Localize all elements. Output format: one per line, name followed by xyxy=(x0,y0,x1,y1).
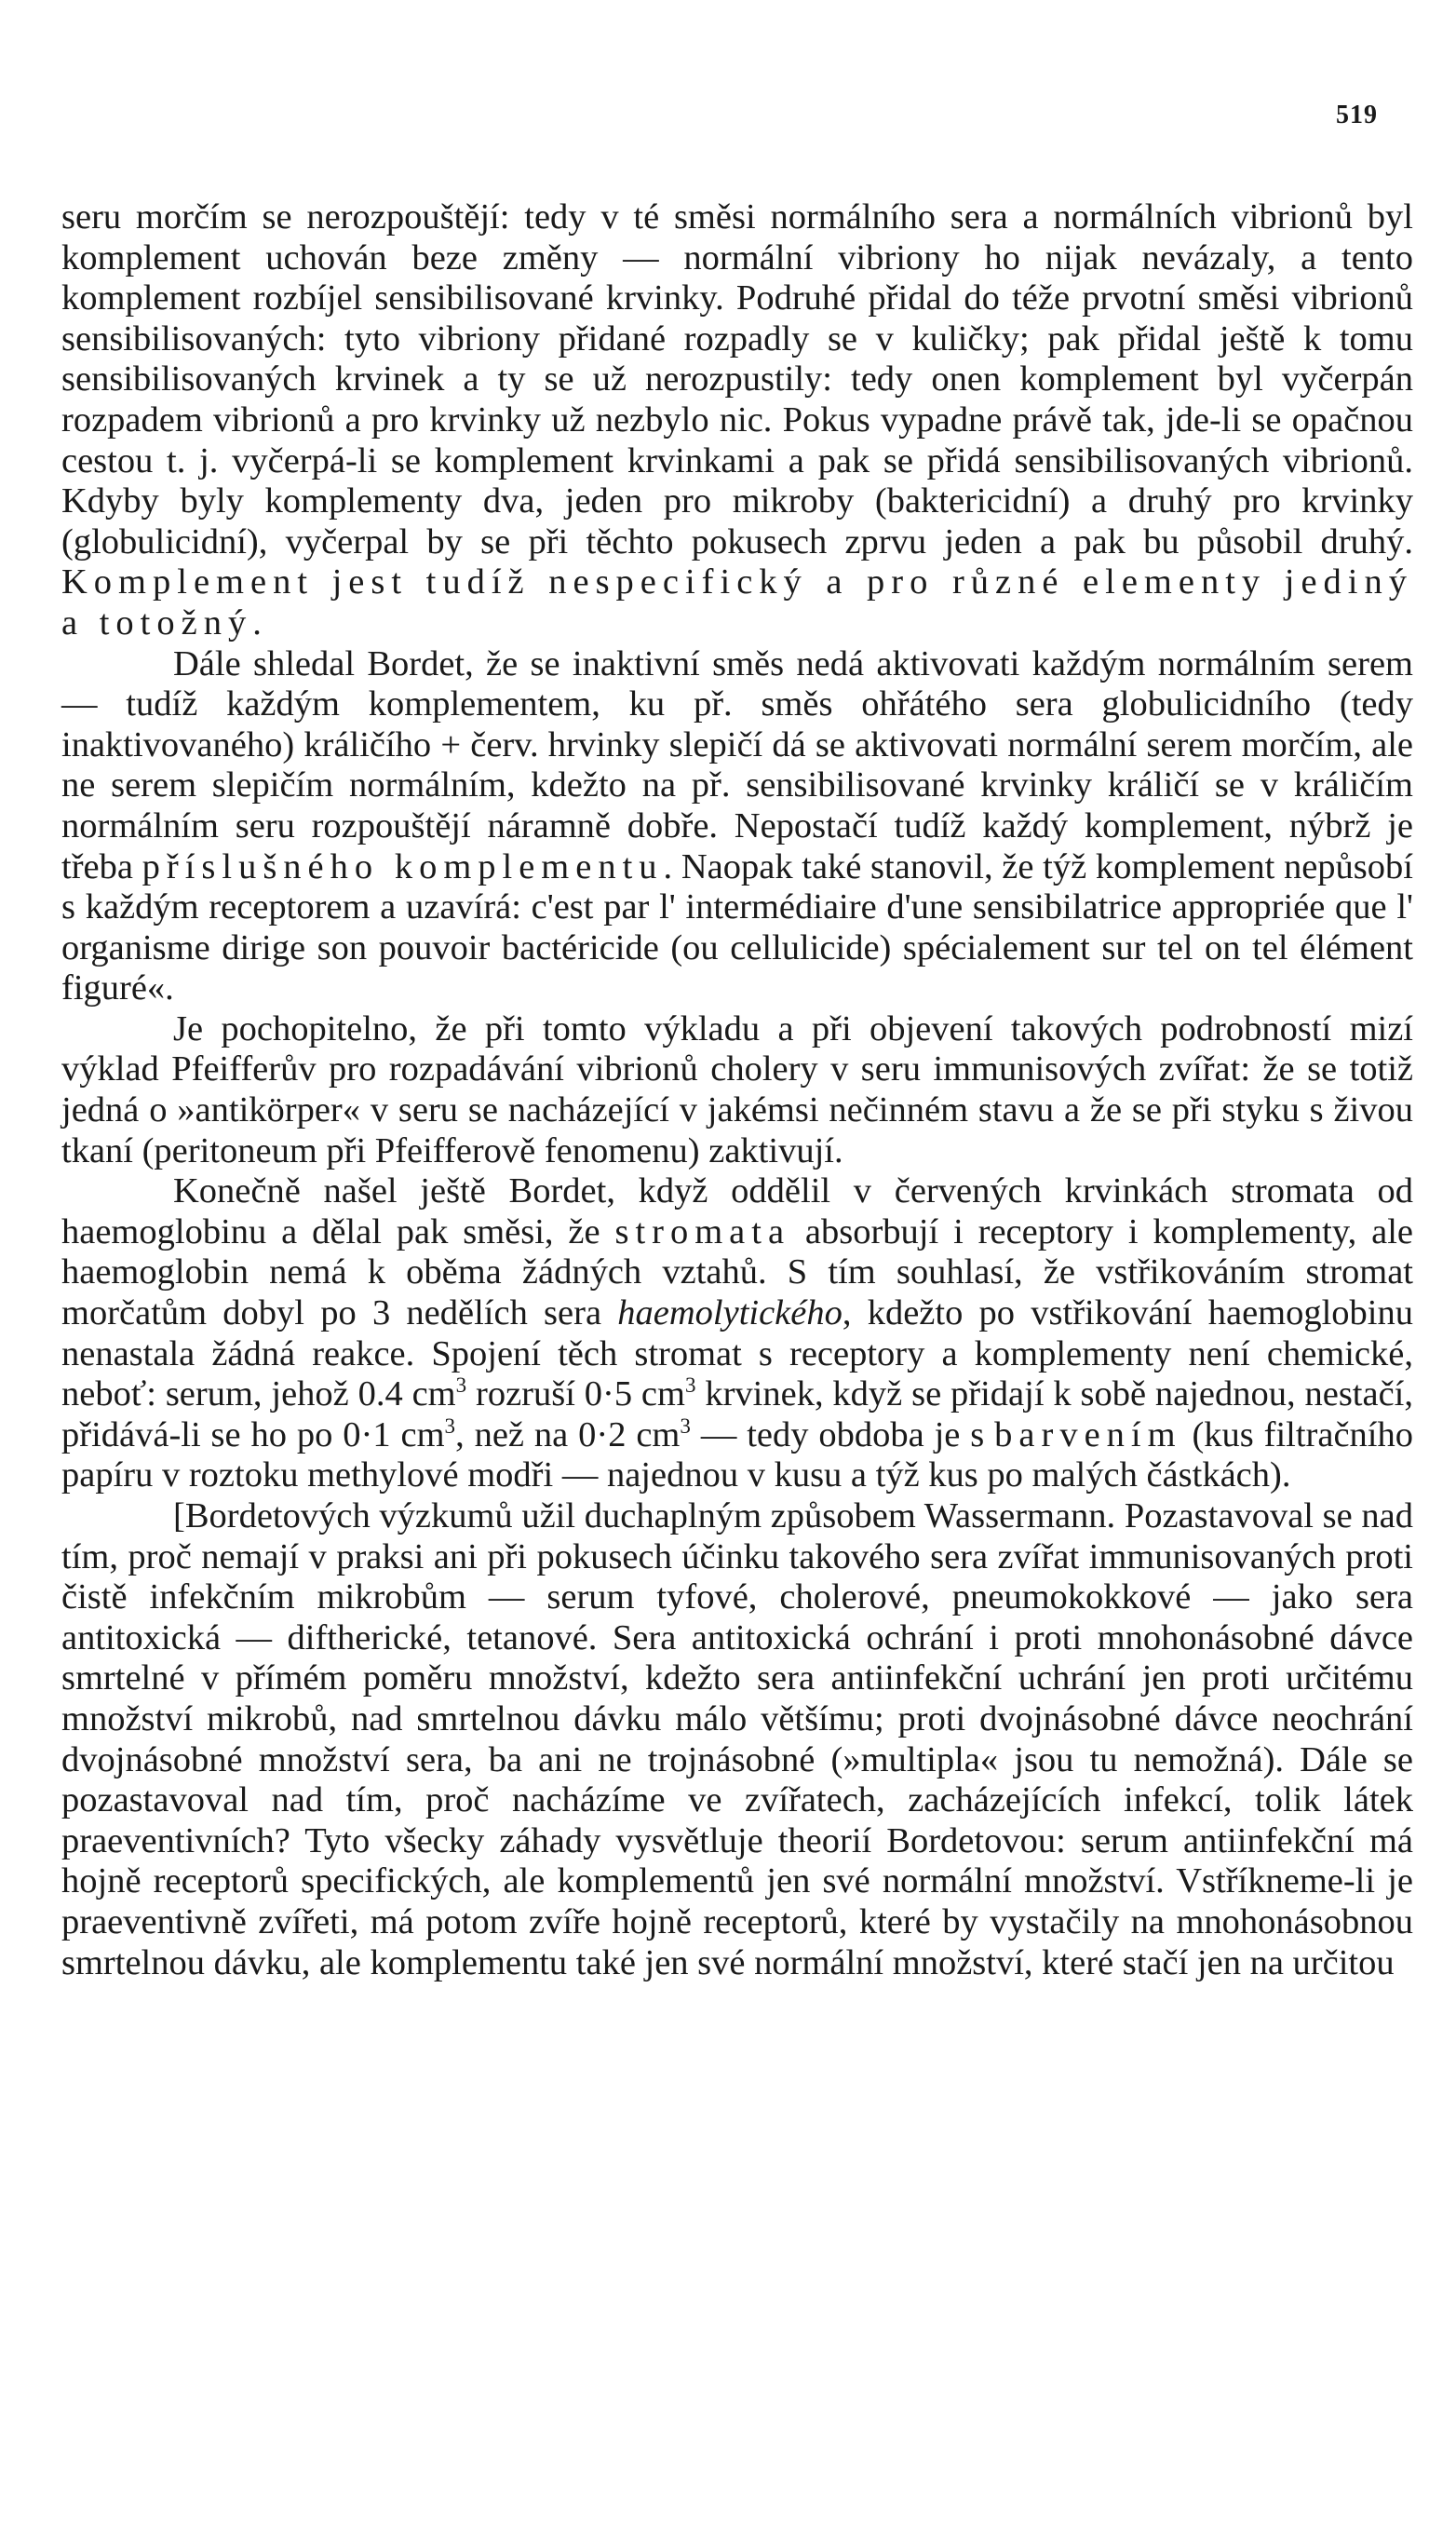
paragraph-1-text: seru morčím se nerozpouštějí: tedy v té směsi normálního sera a normálních vibrionů byl komplement uchován beze změny — normální vibriony ho nijak nevázaly, a tento komplement rozbíjel sensibilisované krvinky. Podruhé přidal do téže prvotní směsi vibrionů sensibilisovaných: tyto vibriony přidané rozpadly se v kuličky; pak přidal ještě k tomu sensibilisovaných krvinek a ty se už nerozpustily: tedy onen komplement byl vyčerpán rozpadem vibrionů a pro krvinky už nezbylo nic. Pokus vypadne právě tak, jde-li se opačnou cestou t. j. vyčerpá-li se komplement krvinkami a pak se přidá sensibilisovaných vibrionů. Kdyby byly komplementy dva, jeden pro mikroby (baktericidní) a druhý pro krvinky (globulicidní), vyčerpal by se při těchto pokusech zprvu jeden a pak bu působil druhý. xyxy=(61,197,1413,561)
superscript: 3 xyxy=(455,1373,467,1398)
paragraph-4 xyxy=(61,1171,1413,1496)
page-number: 519 xyxy=(1336,101,1378,129)
italic-emphasis: haemolytického xyxy=(617,1293,843,1333)
paragraph-4-text: — tedy obdoba je s xyxy=(690,1414,995,1454)
paragraph-2-text: Dále shledal Bordet, že se inaktivní směs nedá aktivovati každým normálním serem — tudíž každým komplementem, ku př. směs ohřátého sera globulicidního (tedy inaktivovaného) králičího + červ. hrvinky slepičí dá se aktivovati normální serem morčím, ale ne serem slepičím normálním, kdežto na př. sensibilisované krvinky králičí se v králičím normálním seru rozpouštějí náramně dobře. Nepostačí tudíž každý komplement, nýbrž je třeba xyxy=(61,643,1413,886)
paragraph-2 xyxy=(61,644,1413,1009)
spaced-emphasis: příslušného komplementu xyxy=(142,846,664,886)
paragraph-5: [Bordetových výzkumů užil duchaplným způsobem Wassermann. Pozastavoval se nad tím, proč nemají v praksi ani při pokusech účinku takového sera zvířat immunisovaných proti čistě infekčním mikrobům — serum tyfové, cholerové, pneumokokkové — jako sera antitoxická — diftherické, tetanové. Sera antitoxická ochrání i proti mnohonásobné dávce smrtelné v přímém poměru množství, kdežto sera antiinfekční uchrání jen proti určitému množství mikrobů, nad smrtelnou dávku málo většímu; proti dvojnásobné dávce neochrání dvojnásobné množství sera, ba ani ne trojnásobné (»multipla« jsou tu nemožná). Dále se pozastavoval nad tím, proč nacházíme ve zvířatech, zacházejících infekcí, tolik látek praeventivních? Tyto všecky záhady vysvětluje theorií Bordetovou: serum antiinfekční má hojně receptorů specifických, ale komplementů jen své normální množství. Vstříkneme-li je praeventivně zvířeti, má potom zvíře hojně receptorů, které by vystačily na mnohonásobnou smrtelnou dávku, ale komplementu také jen své normální množství, které stačí jen na určitou xyxy=(61,1496,1413,1982)
spaced-emphasis: stromata xyxy=(614,1211,791,1251)
spaced-emphasis: barvením xyxy=(994,1414,1182,1454)
superscript: 3 xyxy=(684,1373,696,1398)
superscript: 3 xyxy=(680,1413,691,1438)
superscript: 3 xyxy=(444,1413,456,1438)
paragraph-4-text: absorbují i receptory i komplementy, ale haemoglobin nemá k oběma žádných vztahů. S tím souhlasí, že vstřikováním stromat morčatům dobyl po 3 nedělích sera xyxy=(61,1211,1413,1333)
paragraph-4-text: (kus filtračního papíru v roztoku methylové modři — najednou v kusu a týž kus po malých částkách). xyxy=(61,1414,1413,1495)
paragraph-1 xyxy=(61,197,1413,644)
spaced-emphasis: Komplement jest tudíž nespecifický a pro různé elementy jediný a totožný. xyxy=(61,562,1413,643)
paragraph-4-text: , než na 0·2 cm xyxy=(455,1414,681,1454)
body-text xyxy=(61,197,1413,1983)
paragraph-4-text: krvinek, když se přidají k sobě najednou, nestačí, přidává-li se ho po 0·1 cm xyxy=(61,1374,1413,1454)
paragraph-4-text: , kdežto po vstřikování haemoglobinu nenastala žádná reakce. Spojení těch stromat s receptory a komplementy není chemické, neboť: serum, jehož 0.4 cm xyxy=(61,1293,1413,1414)
paragraph-4-text: rozruší 0·5 cm xyxy=(466,1374,685,1414)
paragraph-4-text: Konečně našel ještě Bordet, když oddělil v červených krvinkách stromata od haemoglobinu a dělal pak směsi, že xyxy=(61,1171,1413,1251)
paragraph-3: Je pochopitelno, že při tomto výkladu a při objevení takových podrobností mizí výklad Pfeifferův pro rozpadávání vibrionů cholery v seru immunisových zvířat: že se totiž jedná o »antikörper« v seru se nacházející v jakémsi nečinném stavu a že se při styku s živou tkaní (peritoneum při Pfeifferově fenomenu) zaktivují. xyxy=(61,1008,1413,1170)
paragraph-2-text: . Naopak také stanovil, že týž komplement nepůsobí s každým receptorem a uzavírá: c'est par l' intermédiaire d'une sensibilatrice appropriée que l' organisme dirige son pouvoir bactéricide (ou cellulicide) spécialement sur tel on tel élément figuré«. xyxy=(61,846,1413,1008)
